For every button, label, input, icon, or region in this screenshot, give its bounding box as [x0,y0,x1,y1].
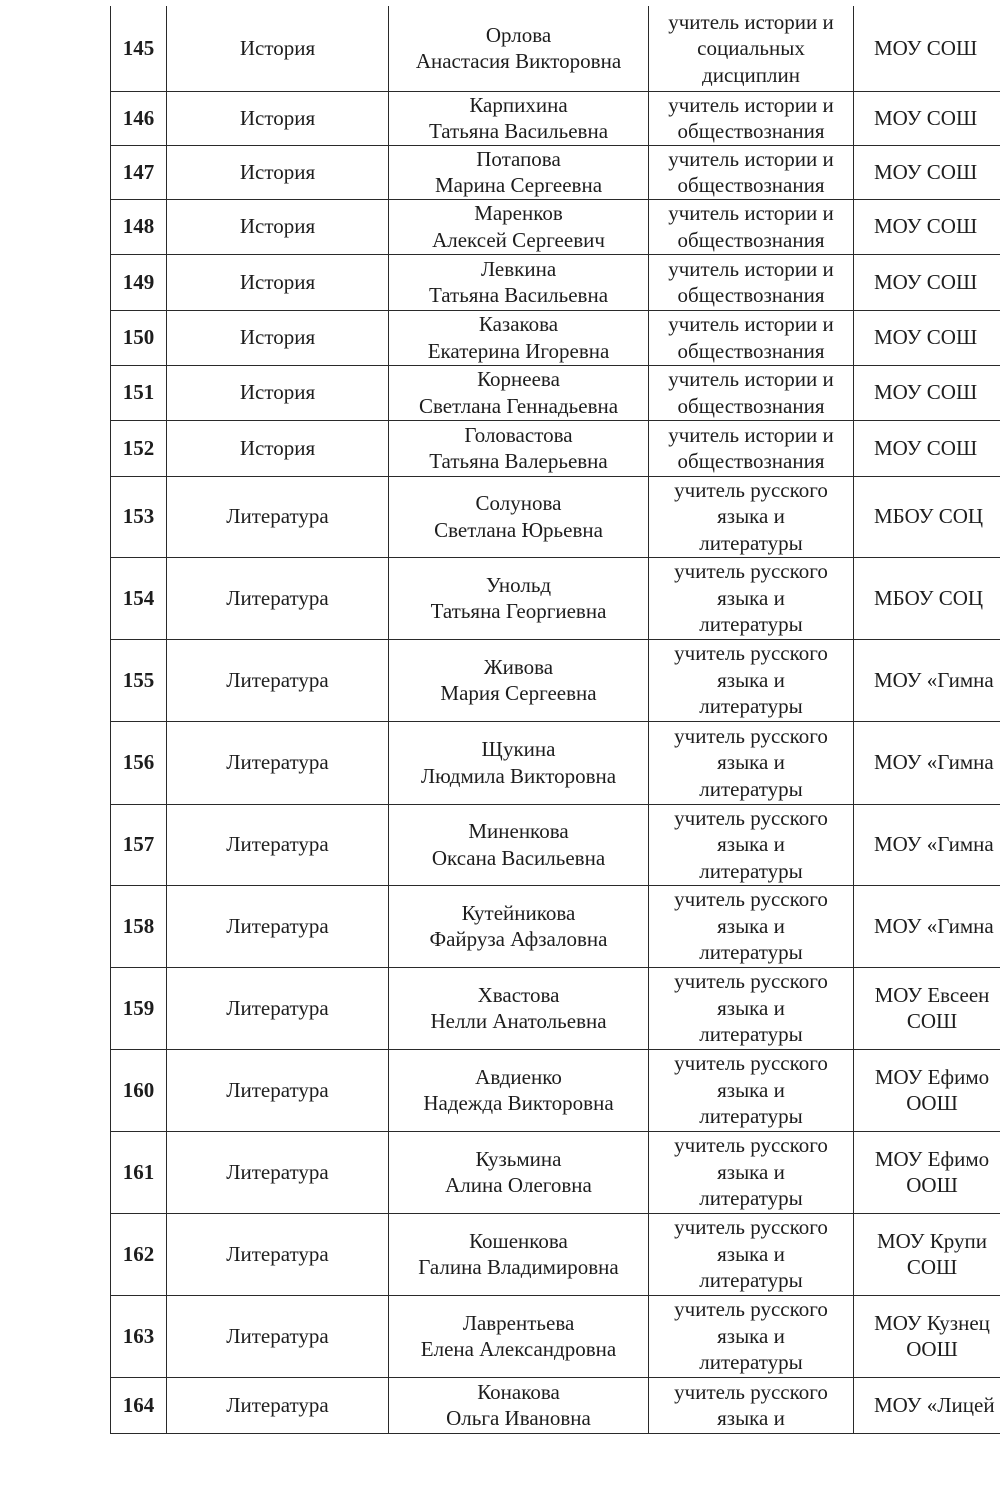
subject-cell: Литература [167,1213,389,1295]
table-row [111,91,1000,145]
position-cell: учитель русского языка и литературы [649,1131,854,1213]
organization-cell: МОУ СОШ [854,6,1000,91]
position-cell: учитель истории и обществознания [649,145,854,199]
row-number: 148 [111,199,167,254]
position-cell: учитель истории и обществознания [649,91,854,145]
teacher-name-cell: Карпихина Татьяна Васильевна [389,91,649,145]
table-row [111,365,1000,420]
subject-cell: История [167,6,389,91]
table-row [111,310,1000,365]
teacher-name-cell: Левкина Татьяна Васильевна [389,254,649,310]
organization-cell: МБОУ СОЦ [854,557,1000,639]
row-number: 149 [111,254,167,310]
subject-cell: История [167,310,389,365]
row-number: 150 [111,310,167,365]
subject-cell: Литература [167,1049,389,1131]
teacher-name-cell: Кузьмина Алина Олеговна [389,1131,649,1213]
teacher-name-cell: Маренков Алексей Сергеевич [389,199,649,254]
organization-cell: МОУ СОШ [854,420,1000,476]
organization-cell: МОУ «Гимна [854,639,1000,721]
teacher-name-cell: Казакова Екатерина Игоревна [389,310,649,365]
organization-cell: МОУ Кузнец ООШ [854,1295,1000,1377]
row-number: 152 [111,420,167,476]
subject-cell: Литература [167,557,389,639]
table-row [111,6,1000,91]
teacher-name-cell: Потапова Марина Сергеевна [389,145,649,199]
teacher-name-cell: Лаврентьева Елена Александровна [389,1295,649,1377]
table-row [111,885,1000,967]
subject-cell: Литература [167,1377,389,1433]
teacher-name-cell: Авдиенко Надежда Викторовна [389,1049,649,1131]
position-cell: учитель истории и обществознания [649,365,854,420]
table-row [111,1049,1000,1131]
subject-cell: Литература [167,639,389,721]
position-cell: учитель русского языка и литературы [649,1213,854,1295]
organization-cell: МОУ СОШ [854,254,1000,310]
table-row [111,476,1000,557]
table-row [111,804,1000,885]
table-row [111,420,1000,476]
organization-cell: МОУ «Гимна [854,804,1000,885]
organization-cell: МОУ СОШ [854,310,1000,365]
table-row [111,1377,1000,1433]
table-row [111,721,1000,804]
subject-cell: Литература [167,804,389,885]
row-number: 164 [111,1377,167,1433]
row-number: 160 [111,1049,167,1131]
teacher-name-cell: Орлова Анастасия Викторовна [389,6,649,91]
teacher-name-cell: Конакова Ольга Ивановна [389,1377,649,1433]
row-number: 159 [111,967,167,1049]
position-cell: учитель русского языка и литературы [649,1049,854,1131]
teacher-name-cell: Щукина Людмила Викторовна [389,721,649,804]
table-row [111,145,1000,199]
organization-cell: МОУ СОШ [854,145,1000,199]
row-number: 158 [111,885,167,967]
subject-cell: Литература [167,967,389,1049]
document-table-container [110,6,1000,1434]
row-number: 155 [111,639,167,721]
position-cell: учитель истории и обществознания [649,199,854,254]
table-row [111,967,1000,1049]
teacher-name-cell: Головастова Татьяна Валерьевна [389,420,649,476]
row-number: 147 [111,145,167,199]
subject-cell: Литература [167,1295,389,1377]
position-cell: учитель истории и обществознания [649,310,854,365]
row-number: 154 [111,557,167,639]
table-row [111,1295,1000,1377]
subject-cell: История [167,254,389,310]
organization-cell: МБОУ СОЦ [854,476,1000,557]
position-cell: учитель русского языка и литературы [649,804,854,885]
subject-cell: История [167,91,389,145]
row-number: 162 [111,1213,167,1295]
organization-cell: МОУ СОШ [854,199,1000,254]
subject-cell: История [167,365,389,420]
position-cell: учитель русского языка и литературы [649,476,854,557]
position-cell: учитель русского языка и литературы [649,639,854,721]
position-cell: учитель русского языка и литературы [649,557,854,639]
position-cell: учитель русского языка и литературы [649,885,854,967]
table-row [111,199,1000,254]
position-cell: учитель русского языка и литературы [649,967,854,1049]
teachers-table [110,6,1000,1434]
organization-cell: МОУ Ефимо ООШ [854,1131,1000,1213]
organization-cell: МОУ СОШ [854,365,1000,420]
row-number: 146 [111,91,167,145]
organization-cell: МОУ Крупи СОШ [854,1213,1000,1295]
teacher-name-cell: Кошенкова Галина Владимировна [389,1213,649,1295]
subject-cell: История [167,199,389,254]
subject-cell: Литература [167,885,389,967]
subject-cell: История [167,420,389,476]
teacher-name-cell: Унольд Татьяна Георгиевна [389,557,649,639]
row-number: 145 [111,6,167,91]
subject-cell: История [167,145,389,199]
teacher-name-cell: Солунова Светлана Юрьевна [389,476,649,557]
position-cell: учитель русского языка и литературы [649,721,854,804]
position-cell: учитель русского языка и [649,1377,854,1433]
row-number: 161 [111,1131,167,1213]
teacher-name-cell: Живова Мария Сергеевна [389,639,649,721]
subject-cell: Литература [167,476,389,557]
row-number: 163 [111,1295,167,1377]
row-number: 156 [111,721,167,804]
table-row [111,254,1000,310]
teacher-name-cell: Миненкова Оксана Васильевна [389,804,649,885]
table-row [111,1213,1000,1295]
row-number: 157 [111,804,167,885]
organization-cell: МОУ Евсеен СОШ [854,967,1000,1049]
organization-cell: МОУ Ефимо ООШ [854,1049,1000,1131]
position-cell: учитель истории и социальных дисциплин [649,6,854,91]
subject-cell: Литература [167,1131,389,1213]
row-number: 153 [111,476,167,557]
organization-cell: МОУ СОШ [854,91,1000,145]
subject-cell: Литература [167,721,389,804]
table-row [111,639,1000,721]
teacher-name-cell: Кутейникова Файруза Афзаловна [389,885,649,967]
teacher-name-cell: Хвастова Нелли Анатольевна [389,967,649,1049]
position-cell: учитель русского языка и литературы [649,1295,854,1377]
organization-cell: МОУ «Лицей [854,1377,1000,1433]
organization-cell: МОУ «Гимна [854,885,1000,967]
table-row [111,557,1000,639]
teacher-name-cell: Корнеева Светлана Геннадьевна [389,365,649,420]
table-row [111,1131,1000,1213]
position-cell: учитель истории и обществознания [649,254,854,310]
row-number: 151 [111,365,167,420]
position-cell: учитель истории и обществознания [649,420,854,476]
organization-cell: МОУ «Гимна [854,721,1000,804]
